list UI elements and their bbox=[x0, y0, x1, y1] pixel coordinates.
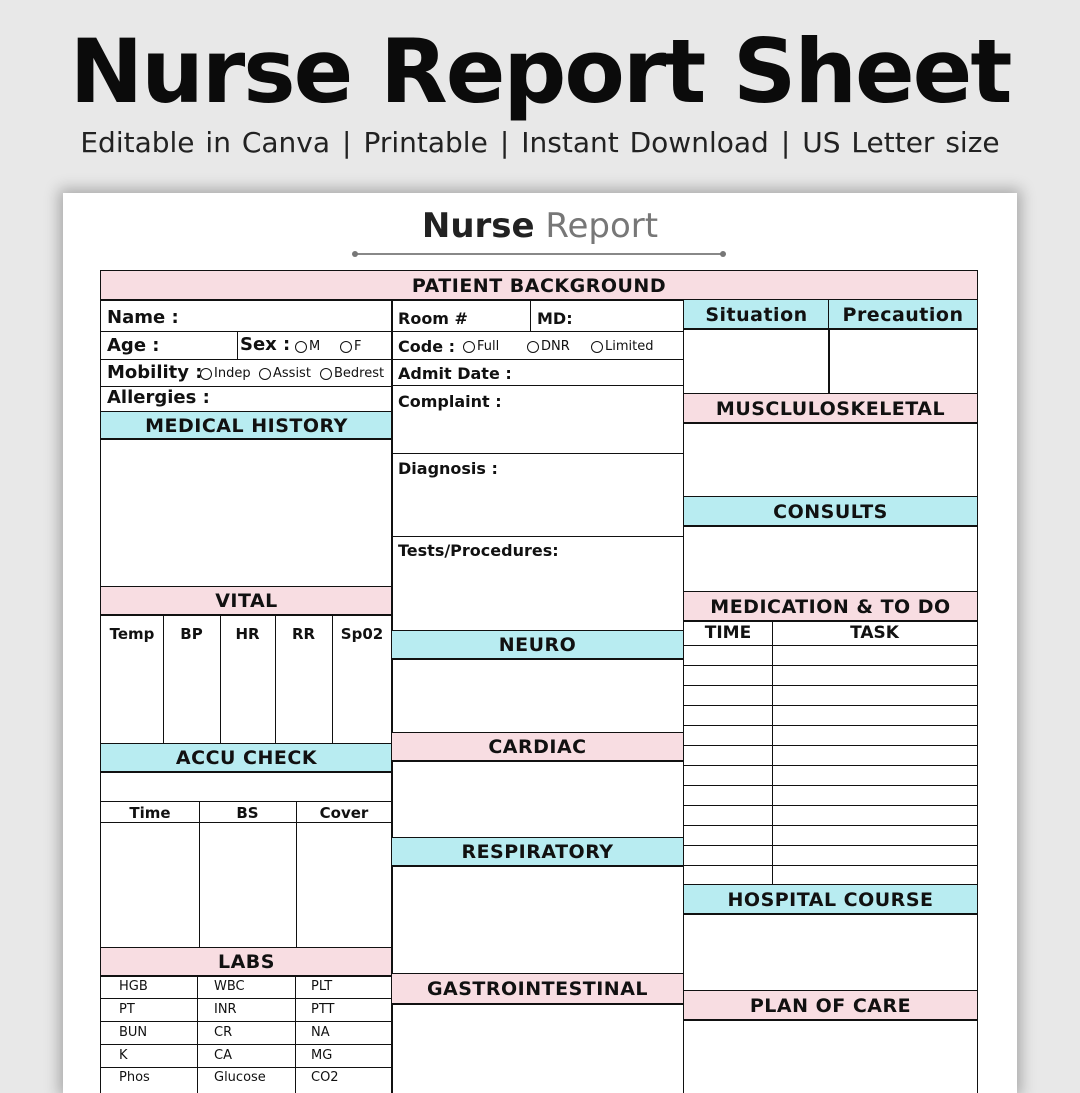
vital-col-temp: Temp bbox=[109, 625, 155, 643]
vital-col-spo2: Sp02 bbox=[340, 625, 384, 643]
sheet-title-bold: Nurse bbox=[421, 206, 535, 246]
situation-header bbox=[683, 299, 830, 330]
hospital-course-area[interactable] bbox=[683, 913, 978, 992]
header-label: Precaution bbox=[842, 303, 964, 326]
header-label: Situation bbox=[705, 303, 808, 326]
code-field-label: Code : bbox=[398, 337, 456, 356]
header-label: NEURO bbox=[498, 634, 577, 656]
tests-procedures-label: Tests/Procedures: bbox=[398, 541, 559, 560]
allergies-field-label: Allergies : bbox=[107, 387, 210, 408]
lab-na: NA bbox=[311, 1025, 330, 1040]
vital-col-bp: BP bbox=[180, 625, 203, 643]
sheet-title bbox=[63, 206, 1017, 246]
feature-size: US Letter size bbox=[802, 126, 1000, 159]
option-label: Assist bbox=[273, 366, 311, 381]
lab-wbc: WBC bbox=[214, 979, 245, 994]
plan-of-care-header bbox=[683, 990, 978, 1021]
header-label: ACCU CHECK bbox=[175, 747, 318, 769]
med-col-time: TIME bbox=[704, 623, 752, 643]
mobility-field-label: Mobility : bbox=[107, 362, 203, 383]
accu-col-cover: Cover bbox=[319, 804, 369, 822]
title-divider bbox=[355, 253, 723, 255]
hospital-course-header bbox=[683, 884, 978, 915]
radio-circle-icon bbox=[259, 368, 271, 380]
radio-circle-icon bbox=[591, 341, 603, 353]
radio-circle-icon bbox=[527, 341, 539, 353]
option-label: DNR bbox=[541, 339, 570, 354]
lab-ca: CA bbox=[214, 1048, 232, 1063]
page-title: Nurse Report Sheet bbox=[69, 20, 1011, 123]
precaution-header bbox=[828, 299, 978, 330]
md-field-label: MD: bbox=[537, 309, 573, 328]
feature-list bbox=[0, 126, 1080, 159]
lab-glucose: Glucose bbox=[214, 1070, 266, 1085]
mobility-option-assist[interactable] bbox=[259, 366, 311, 381]
vital-col-hr: HR bbox=[235, 625, 260, 643]
vital-col-rr: RR bbox=[291, 625, 316, 643]
gastrointestinal-header bbox=[391, 973, 684, 1005]
option-label: F bbox=[354, 339, 362, 354]
header-label: PATIENT BACKGROUND bbox=[411, 274, 667, 297]
cardiac-header bbox=[391, 732, 684, 762]
age-field-label: Age : bbox=[107, 335, 160, 356]
sheet-title-light: Report bbox=[545, 206, 659, 246]
radio-circle-icon bbox=[320, 368, 332, 380]
accu-check-table bbox=[100, 771, 393, 949]
feature-download: Instant Download bbox=[521, 126, 769, 159]
accu-col-bs: BS bbox=[236, 804, 259, 822]
lab-ptt: PTT bbox=[311, 1002, 335, 1017]
plan-of-care-area[interactable] bbox=[683, 1019, 978, 1093]
medication-todo-header bbox=[683, 591, 978, 622]
lab-k: K bbox=[119, 1048, 128, 1063]
code-option-full[interactable] bbox=[463, 339, 499, 354]
radio-circle-icon bbox=[200, 368, 212, 380]
radio-circle-icon bbox=[340, 341, 352, 353]
header-label: CARDIAC bbox=[488, 736, 587, 758]
accu-col-time: Time bbox=[129, 804, 171, 822]
mobility-option-bedrest[interactable] bbox=[320, 366, 384, 381]
header-label: MUSCLULOSKELETAL bbox=[715, 397, 946, 420]
situation-area[interactable] bbox=[683, 328, 830, 395]
medication-table bbox=[683, 620, 978, 886]
name-field-label: Name : bbox=[107, 307, 179, 328]
respiratory-header bbox=[391, 837, 684, 867]
header-label: MEDICAL HISTORY bbox=[145, 414, 348, 437]
lab-pt: PT bbox=[119, 1002, 135, 1017]
header-label: HOSPITAL COURSE bbox=[727, 888, 934, 911]
labs-header bbox=[100, 947, 393, 977]
musculoskeletal-header bbox=[683, 393, 978, 424]
sex-field-label: Sex : bbox=[240, 334, 291, 355]
radio-circle-icon bbox=[295, 341, 307, 353]
neuro-header bbox=[391, 630, 684, 660]
neuro-area[interactable] bbox=[391, 658, 684, 734]
header-label: GASTROINTESTINAL bbox=[426, 978, 649, 1000]
sex-option-f[interactable] bbox=[340, 339, 361, 354]
patient-background-header bbox=[100, 270, 978, 301]
complaint-label: Complaint : bbox=[398, 392, 502, 411]
option-label: M bbox=[309, 339, 321, 354]
option-label: Limited bbox=[605, 339, 654, 354]
option-label: Indep bbox=[214, 366, 251, 381]
lab-bun: BUN bbox=[119, 1025, 148, 1040]
header-label: PLAN OF CARE bbox=[749, 994, 912, 1017]
medical-history-header bbox=[100, 411, 393, 440]
separator: | bbox=[499, 126, 510, 159]
code-option-limited[interactable] bbox=[591, 339, 653, 354]
lab-inr: INR bbox=[214, 1002, 237, 1017]
precaution-area[interactable] bbox=[828, 328, 978, 395]
admit-date-label: Admit Date : bbox=[398, 364, 512, 383]
code-option-dnr[interactable] bbox=[527, 339, 570, 354]
accu-check-header bbox=[100, 743, 393, 773]
medical-history-area[interactable] bbox=[100, 438, 393, 587]
sex-option-m[interactable] bbox=[295, 339, 320, 354]
header-label: VITAL bbox=[215, 590, 278, 612]
feature-printable: Printable bbox=[363, 126, 488, 159]
med-col-task: TASK bbox=[850, 623, 899, 643]
lab-co2: CO2 bbox=[311, 1070, 339, 1085]
report-sheet bbox=[63, 193, 1017, 1093]
separator: | bbox=[780, 126, 791, 159]
cardiac-area[interactable] bbox=[391, 760, 684, 839]
consults-area[interactable] bbox=[683, 525, 978, 593]
musculoskeletal-area[interactable] bbox=[683, 422, 978, 498]
feature-editable: Editable in Canva bbox=[80, 126, 331, 159]
lab-plt: PLT bbox=[311, 979, 333, 994]
lab-hgb: HGB bbox=[119, 979, 148, 994]
radio-circle-icon bbox=[463, 341, 475, 353]
respiratory-area[interactable] bbox=[391, 865, 684, 975]
lab-mg: MG bbox=[311, 1048, 333, 1063]
mobility-option-indep[interactable] bbox=[200, 366, 251, 381]
diagnosis-label: Diagnosis : bbox=[398, 459, 498, 478]
room-field-label: Room # bbox=[398, 309, 468, 328]
lab-cr: CR bbox=[214, 1025, 233, 1040]
separator: | bbox=[342, 126, 352, 159]
option-label: Bedrest bbox=[334, 366, 385, 381]
lab-phos: Phos bbox=[119, 1070, 150, 1085]
header-label: LABS bbox=[218, 951, 275, 973]
header-label: RESPIRATORY bbox=[461, 841, 614, 863]
header-label: CONSULTS bbox=[773, 500, 888, 523]
option-label: Full bbox=[477, 339, 500, 354]
consults-header bbox=[683, 496, 978, 527]
vital-header bbox=[100, 586, 393, 616]
header-label: MEDICATION & TO DO bbox=[710, 595, 951, 618]
